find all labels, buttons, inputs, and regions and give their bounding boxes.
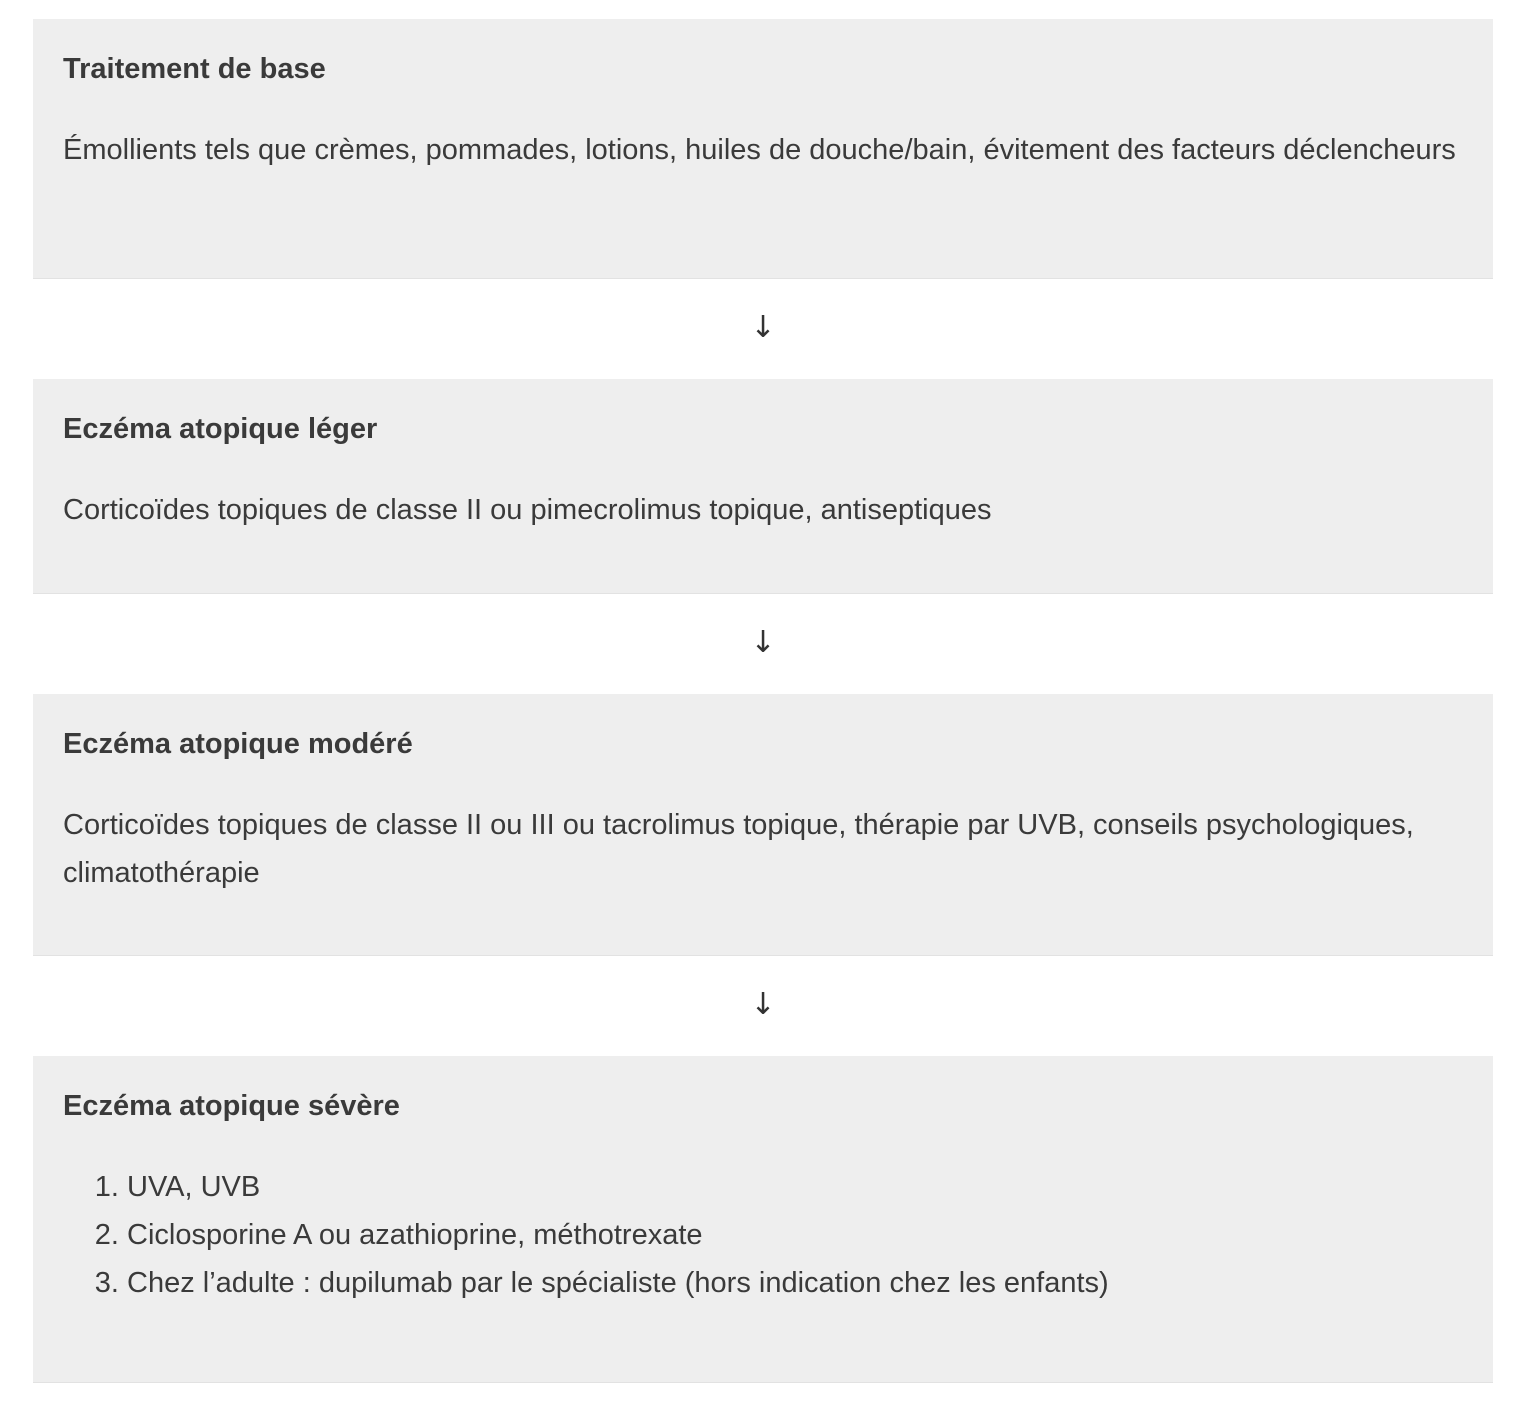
step-title: Eczéma atopique léger xyxy=(63,413,378,445)
list-item: 1. UVA, UVB xyxy=(127,1163,1463,1211)
treatment-flow xyxy=(33,19,1493,1383)
step-mild-eczema xyxy=(33,379,1493,594)
step-title: Eczéma atopique modéré xyxy=(63,728,413,760)
step-description: Corticoïdes topiques de classe II ou pimecrolimus topique, antiseptiques xyxy=(63,494,992,526)
treatment-list xyxy=(63,1163,1463,1307)
step-title: Eczéma atopique sévère xyxy=(63,1090,400,1122)
step-description: Corticoïdes topiques de classe II ou III ou tacrolimus topique, thérapie par UVB, conseils psychologiques, climatothérapie xyxy=(63,809,1414,889)
list-item: 3. Chez l’adulte : dupilumab par le spécialiste (hors indication chez les enfants) xyxy=(127,1259,1463,1307)
step-description: Émollients tels que crèmes, pommades, lotions, huiles de douche/bain, évitement des facteurs déclencheurs xyxy=(63,134,1456,166)
arrow-down-icon: ↓ xyxy=(750,310,776,345)
step-severe-eczema xyxy=(33,1056,1493,1383)
list-item: 2. Ciclosporine A ou azathioprine, méthotrexate xyxy=(127,1211,1463,1259)
step-title: Traitement de base xyxy=(63,53,326,85)
arrow-down-icon: ↓ xyxy=(750,987,776,1022)
arrow-down-icon: ↓ xyxy=(750,625,776,660)
flow-connector xyxy=(33,279,1493,379)
step-base-treatment xyxy=(33,19,1493,279)
flow-connector xyxy=(33,956,1493,1056)
flow-connector xyxy=(33,594,1493,694)
step-moderate-eczema xyxy=(33,694,1493,956)
